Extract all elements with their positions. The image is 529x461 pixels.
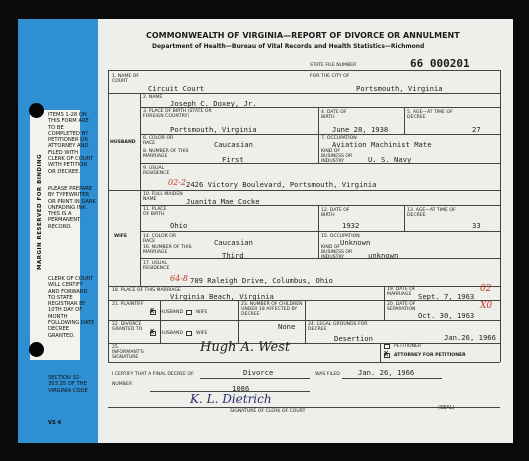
court-city-value: Portsmouth, Virginia [356, 84, 443, 93]
rule [305, 300, 306, 343]
state-file-label: STATE FILE NUMBER [310, 63, 357, 68]
plaintiff-husband-check-mark: X [150, 307, 155, 315]
wife-residence-label: 17. USUAL RESIDENCE [143, 261, 170, 271]
rule [108, 70, 500, 71]
wife-race: Caucasian [214, 238, 253, 247]
form-subtitle: Department of Health—Bureau of Vital Records and Health Statistics—Richmond [152, 43, 425, 50]
sidebar-instructions-3: CLERK OF COURT WILL CERTIFY AND FORWARD TO STATE REGISTRAR BY 10TH DAY OF MONTH FOLLOWING DATE DECREE GRANTED. [48, 276, 95, 339]
rule [342, 378, 442, 379]
plaintiff-wife-label: WIFE [196, 310, 208, 315]
plaintiff-label: 21. PLAINTIFF [112, 302, 144, 307]
granted-husband-label: HUSBAND [160, 331, 184, 336]
punch-hole-top [29, 103, 44, 118]
rule [108, 190, 500, 191]
husband-name: Joseph C. Doxey, Jr. [170, 99, 257, 108]
rule [108, 343, 500, 344]
binding-margin-note: MARGIN RESERVED FOR BINDING [37, 153, 43, 270]
rule [380, 343, 381, 362]
rule [108, 362, 500, 363]
marriage-place: Virginia Beach, Virginia [170, 292, 274, 301]
rule [108, 286, 500, 287]
rule [140, 258, 500, 259]
husband-birthplace-label: 3. PLACE OF BIRTH (STATE OR FOREIGN COUNTRY) [143, 109, 212, 119]
clerk-signature: K. L. Dietrich [190, 392, 272, 406]
attorney-check-mark: X [384, 350, 389, 358]
wife-section-label: WIFE [114, 234, 128, 239]
children-value: None [278, 322, 296, 331]
husband-residence-mark: 02-2 [168, 178, 186, 187]
divorce-granted-label: 22. DIVORCE GRANTED TO [112, 322, 143, 332]
filed-date: Jan. 26, 1966 [358, 368, 415, 377]
wife-name: Juanita Mae Cocke [186, 197, 260, 206]
rule [318, 205, 319, 258]
husband-residence: 2426 Victory Boulevard, Portsmouth, Virginia [186, 180, 377, 189]
wife-industry: unknown [368, 251, 399, 260]
rule [140, 93, 141, 286]
rule [404, 107, 405, 134]
clerk-signature-label: SIGNATURE OF CLERK OF COURT [230, 409, 306, 414]
plaintiff-husband-label: HUSBAND [160, 310, 184, 315]
wife-age-label: 13. AGE—AT TIME OF DECREE [407, 208, 456, 218]
wife-occupation-label: 15. OCCUPATION [321, 234, 360, 239]
husband-race-label: 6. COLOR OR RACE [143, 136, 174, 146]
rule [160, 300, 161, 343]
separation-date-mark: X0 [480, 301, 493, 311]
number-label: NUMBER [112, 382, 133, 387]
form-title: COMMONWEALTH OF VIRGINIA—REPORT OF DIVORCE OR ANNULMENT [146, 31, 460, 40]
wife-age: 33 [472, 221, 481, 230]
rule [140, 231, 500, 232]
granted-wife-label: WIFE [196, 331, 208, 336]
attorney-label: ATTORNEY FOR PETITIONER [394, 353, 466, 358]
rule [500, 70, 501, 362]
decree-date: Jan.26, 1966 [444, 333, 496, 342]
husband-dob: June 28, 1938 [332, 125, 389, 134]
wife-marriage-num: Third [222, 251, 244, 260]
sidebar-section-note: SECTION 32-353.35 OF THE VIRGINIA CODE [48, 375, 88, 394]
husband-dob-label: 4. DATE OF BIRTH [321, 110, 347, 120]
rule [140, 134, 500, 135]
wife-birthplace-label: 11. PLACE OF BIRTH [143, 207, 167, 217]
separation-date: Oct. 30, 1963 [418, 311, 475, 320]
rule [404, 205, 405, 231]
marriage-date: Sept. 7, 1963 [418, 292, 475, 301]
marriage-place-label: 18. PLACE OF THIS MARRIAGE [112, 288, 181, 293]
rule [108, 93, 500, 94]
rule [108, 70, 109, 362]
husband-industry: U. S. Navy [368, 155, 412, 164]
sidebar-instructions-1: ITEMS 1-28 ON THIS FORM ARE TO BE COMPLETED BY PETITIONER OR ATTORNEY AND FILED WITH CLERK OF COURT WITH PETITION OR DECREE. [48, 112, 94, 175]
husband-marriage-num-label: 8. NUMBER OF THIS MARRIAGE [143, 149, 189, 159]
separation-date-label: 20. DATE OF SEPARATION [387, 302, 416, 312]
form-code: VS 4 [48, 420, 62, 426]
seal-label: (SEAL) [438, 405, 455, 411]
rule [384, 286, 385, 320]
granted-husband-check-mark: X [150, 328, 155, 336]
wife-industry-label: KIND OF BUSINESS OR INDUSTRY [321, 245, 353, 260]
grounds-value: Desertion [334, 334, 373, 343]
decree-type: Divorce [243, 368, 274, 377]
husband-race: Caucasian [214, 140, 253, 149]
husband-age-label: 5. AGE—AT TIME OF DECREE [407, 110, 453, 120]
wife-residence: 709 Raleigh Drive, Columbus, Ohio [190, 276, 333, 285]
marriage-date-mark: 02 [480, 284, 492, 294]
wife-dob: 1932 [342, 221, 360, 230]
rule [318, 107, 319, 163]
marriage-date-label: 19. DATE OF MARRIAGE [387, 287, 416, 297]
husband-residence-label: 9. USUAL RESIDENCE [143, 166, 170, 176]
wife-dob-label: 12. DATE OF BIRTH [321, 208, 350, 218]
wife-occupation: Unknown [340, 238, 371, 247]
rule [200, 378, 310, 379]
husband-marriage-num: First [222, 155, 244, 164]
decree-number: 1086 [232, 384, 250, 393]
petitioner-checkbox[interactable] [384, 344, 390, 349]
rule [238, 300, 239, 343]
grounds-label: 24. LEGAL GROUNDS FOR DECREE [308, 322, 368, 332]
husband-occupation-label: 7. OCCUPATION [321, 136, 357, 141]
filed-label: WAS FILED [315, 372, 340, 377]
informant-label: 25. INFORMANT'S SIGNATURE [112, 345, 144, 360]
petitioner-label: PETITIONER [394, 344, 422, 349]
wife-birthplace: Ohio [170, 221, 188, 230]
court-label: 1. NAME OF COURT [112, 74, 140, 84]
plaintiff-wife-checkbox[interactable] [186, 310, 192, 315]
sidebar-instructions-2: PLEASE PREPARE BY TYPEWRITER OR PRINT IN DARK UNFADING INK. THIS IS A PERMANENT RECORD. [48, 186, 96, 230]
wife-race-label: 14. COLOR OR RACE [143, 234, 177, 244]
court-city-label: FOR THE CITY OF [310, 74, 350, 79]
certify-text: I CERTIFY THAT A FINAL DECREE OF [112, 372, 194, 377]
husband-occupation: Aviation Machinist Mate [332, 140, 432, 149]
informant-signature: Hugh A. West [200, 340, 291, 355]
husband-age: 27 [472, 125, 481, 134]
wife-marriage-num-label: 16. NUMBER OF THIS MARRIAGE [143, 245, 192, 255]
children-label: 23. NUMBER OF CHILDREN UNDER 18 AFFECTED BY DECREE [241, 302, 303, 317]
husband-birthplace: Portsmouth, Virginia [170, 125, 257, 134]
husband-name-label: 2. NAME [143, 95, 163, 100]
husband-industry-label: KIND OF BUSINESS OR INDUSTRY [321, 149, 353, 164]
rule [108, 320, 500, 321]
court-value: Circuit Court [148, 84, 205, 93]
wife-name-label: 10. FULL MAIDEN NAME [143, 192, 183, 202]
punch-hole-bottom [29, 342, 44, 357]
wife-residence-mark: 64-8 [170, 274, 188, 283]
state-file-number: 66 000201 [410, 57, 470, 70]
husband-section-label: HUSBAND [110, 140, 136, 145]
rule [140, 163, 500, 164]
granted-wife-checkbox[interactable] [186, 331, 192, 336]
